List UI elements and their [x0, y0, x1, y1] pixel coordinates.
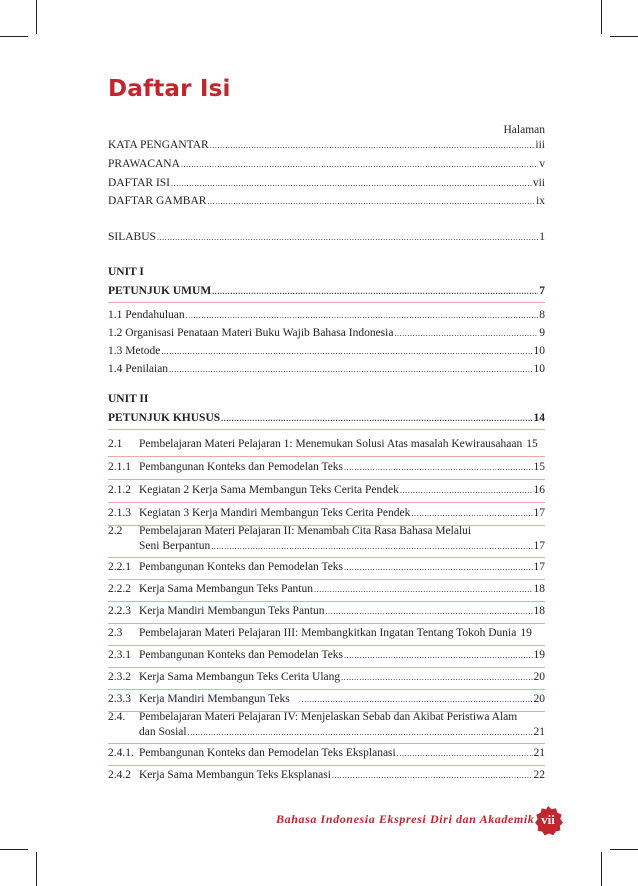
toc-entry[interactable]: 2.1.2 Kegiatan 2 Kerja Sama Membangun Teks Cerita Pendek ..... 16 [108, 482, 545, 498]
toc-entry[interactable]: 2.3 Pembelajaran Materi Pelajaran III: Membangkitkan Ingatan Tentang Tokoh Dunia 19 [108, 627, 532, 639]
unit-heading[interactable]: PETUNJUK UMUM ..... 7 [108, 283, 545, 299]
unit-label: UNIT II [108, 393, 149, 405]
toc-entry[interactable]: 2.3.2 Kerja Sama Membangun Teks Cerita Ulang ..... 20 [108, 669, 545, 685]
toc-entry[interactable]: 2.4. Pembelajaran Materi Pelajaran IV: Menjelaskan Sebab dan Akibat Peristiwa Alam [108, 711, 518, 723]
divider [108, 689, 545, 690]
divider [108, 601, 545, 602]
toc-entry[interactable]: 2.1.3 Kegiatan 3 Kerja Mandiri Membangun Teks Cerita Pendek ..... 17 [108, 505, 545, 521]
toc-entry[interactable]: 2.4.1. Pembangunan Konteks dan Pemodelan Teks Eksplanasi ..... 21 [108, 745, 545, 761]
toc-entry[interactable]: 2.2 Pembelajaran Materi Pelajaran II: Menambah Cita Rasa Bahasa Melalui [108, 525, 472, 537]
divider [108, 557, 545, 558]
crop-mark [610, 849, 638, 850]
crop-mark [0, 849, 28, 850]
toc-entry[interactable]: KATA PENGANTAR ..... iii [108, 137, 545, 153]
toc-entry[interactable]: 1.4 Penilaian ..... 10 [108, 361, 545, 377]
book-title-footer: Bahasa Indonesia Ekspresi Diri dan Akademik [276, 812, 535, 826]
crop-mark [601, 0, 602, 34]
column-header: Halaman [503, 124, 545, 136]
unit-heading[interactable]: PETUNJUK KHUSUS ..... 14 [108, 410, 545, 426]
toc-entry[interactable]: DAFTAR GAMBAR ..... ix [108, 193, 545, 209]
divider [108, 623, 545, 624]
toc-entry[interactable]: 2.4.2 Kerja Sama Membangun Teks Eksplanasi ..... 22 [108, 767, 545, 783]
divider [108, 743, 545, 744]
toc-entry[interactable]: DAFTAR ISI ..... vii [108, 175, 545, 191]
toc-entry[interactable]: 1.2 Organisasi Penataan Materi Buku Wajib Bahasa Indonesia ..... 9 [108, 325, 545, 341]
divider [108, 645, 545, 646]
crop-mark [610, 36, 638, 37]
toc-entry-silabus[interactable]: SILABUS ..... 1 [108, 229, 545, 245]
table-of-contents [108, 0, 545, 886]
toc-entry[interactable]: 2.2.3 Kerja Mandiri Membangun Teks Pantun ..... 18 [108, 603, 545, 619]
divider [108, 479, 545, 480]
toc-entry[interactable]: 1.3 Metode ..... 10 [108, 343, 545, 359]
crop-mark [36, 852, 37, 886]
divider [108, 667, 545, 668]
divider [108, 429, 545, 430]
page-number: vii [541, 812, 555, 827]
crop-mark [601, 852, 602, 886]
toc-entry-continued[interactable]: dan Sosial ..... 21 [108, 724, 545, 740]
divider [108, 456, 545, 457]
crop-mark [0, 36, 28, 37]
crop-mark [36, 0, 37, 34]
toc-entry[interactable]: 1.1 Pendahuluan ..... 8 [108, 307, 545, 323]
divider [108, 765, 545, 766]
toc-entry[interactable]: 2.1 Pembelajaran Materi Pelajaran 1: Menemukan Solusi Atas masalah Kewirausahaan 15 [108, 438, 538, 450]
divider [108, 579, 545, 580]
toc-entry[interactable]: 2.1.1 Pembangunan Konteks dan Pemodelan Teks ..... 15 [108, 459, 545, 475]
toc-entry[interactable]: PRAWACANA ..... v [108, 156, 545, 172]
toc-entry[interactable]: 2.2.2 Kerja Sama Membangun Teks Pantun ..... 18 [108, 581, 545, 597]
toc-entry[interactable]: 2.3.3 Kerja Mandiri Membangun Teks ..... 20 [108, 691, 545, 707]
toc-entry[interactable]: 2.3.1 Pembangunan Konteks dan Pemodelan Teks ..... 19 [108, 647, 545, 663]
toc-entry[interactable]: 2.2.1 Pembangunan Konteks dan Pemodelan Teks ..... 17 [108, 559, 545, 575]
divider [108, 302, 545, 303]
divider [108, 502, 545, 503]
toc-entry-continued[interactable]: Seni Berpantun ..... 17 [108, 538, 545, 554]
page-title: Daftar Isi [108, 76, 231, 102]
unit-label: UNIT I [108, 266, 144, 278]
